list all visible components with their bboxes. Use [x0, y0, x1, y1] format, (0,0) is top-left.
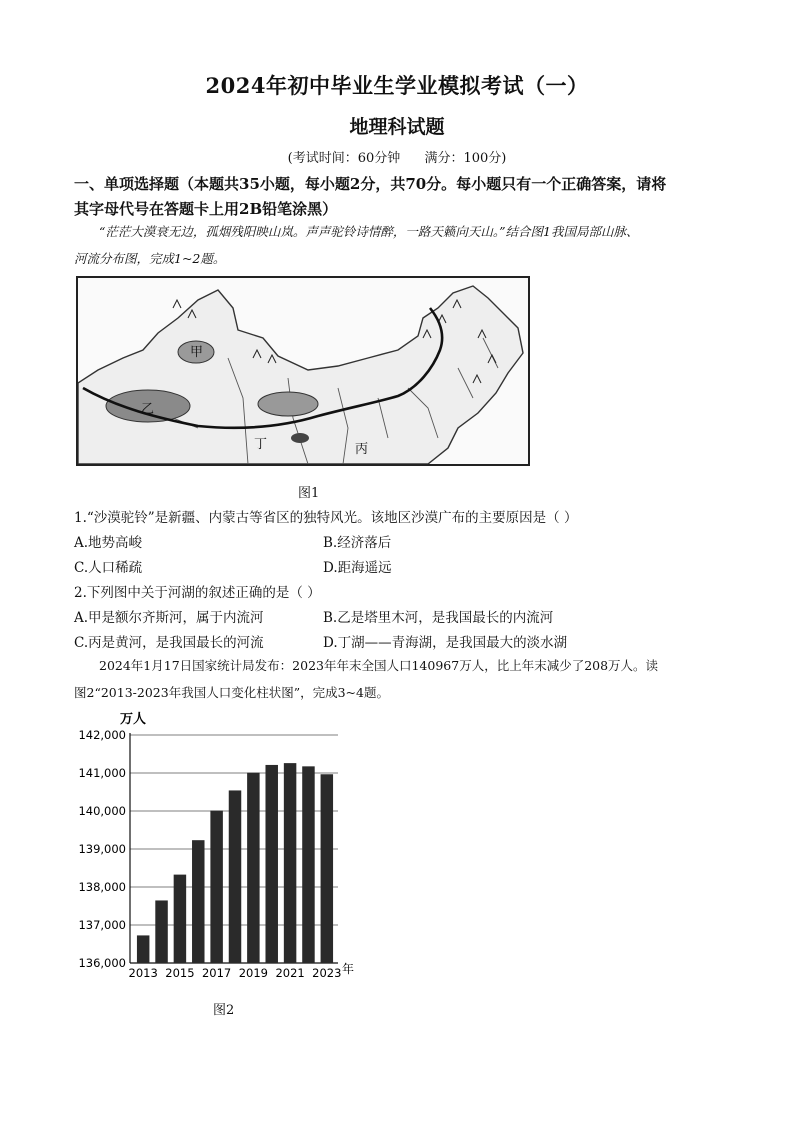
x-tick-label: 2019: [238, 966, 269, 980]
label-yi: 乙: [141, 402, 155, 417]
bar-2018: [229, 790, 241, 963]
bar-2017: [210, 811, 222, 963]
section-heading: [74, 172, 724, 222]
label-jia: 甲: [190, 345, 204, 360]
intro-passage-2: [74, 652, 724, 706]
lake-ding: [291, 433, 309, 443]
x-tick-label: 2017: [201, 966, 232, 980]
q2-option-d[interactable]: D.丁湖——青海湖，是我国最大的淡水湖: [323, 635, 568, 651]
bar-2019: [247, 773, 259, 963]
q1-option-c[interactable]: C.人口稀疏: [74, 560, 143, 576]
section-heading-line2: 其字母代号在答题卡上用2B铅笔涂黑）: [74, 200, 338, 218]
x-tick-label: 2013: [128, 966, 158, 980]
figure1-map: [76, 276, 530, 466]
figure2-caption: 图2: [213, 1003, 235, 1018]
bar-2021: [284, 763, 296, 963]
y-tick-label: 142,000: [78, 728, 126, 742]
bar-2013: [137, 935, 149, 963]
figure2-chart: [72, 705, 362, 990]
bar-2016: [192, 840, 204, 963]
population-bar-chart: [72, 705, 362, 990]
q1-option-b[interactable]: B.经济落后: [323, 535, 392, 551]
exam-time: (考试时间：60分钟: [287, 151, 401, 166]
bar-2023: [321, 774, 333, 963]
map-graphic: [78, 278, 528, 464]
bar-2014: [155, 900, 167, 963]
x-tick-label: 2015: [165, 966, 195, 980]
q2-option-a[interactable]: A.甲是额尔齐斯河，属于内流河: [74, 610, 264, 626]
bar-2015: [174, 875, 186, 963]
bar-2022: [302, 766, 314, 963]
intro2-line1: 2024年1月17日国家统计局发布：2023年年末全国人口140967万人，比上年末减少了208万人。读: [99, 658, 659, 673]
qaidam-basin: [258, 392, 318, 416]
x-tick-label: 2021: [275, 966, 305, 980]
y-tick-label: 138,000: [78, 880, 126, 894]
intro1-line2: 河流分布图，完成1~2题。: [74, 251, 226, 266]
intro2-line2: 图2“2013-2023年我国人口变化柱状图”，完成3~4题。: [74, 685, 389, 700]
y-tick-label: 140,000: [78, 804, 126, 818]
exam-score: 满分：100分): [424, 151, 507, 166]
question-2-stem: 2.下列图中关于河湖的叙述正确的是（ ）: [74, 585, 321, 601]
q2-option-b[interactable]: B.乙是塔里木河，是我国最长的内流河: [323, 610, 554, 626]
exam-meta: [0, 147, 794, 166]
figure1-caption: 图1: [298, 486, 320, 501]
bar-2020: [265, 765, 277, 963]
subject-title: 地理科试题: [349, 116, 445, 138]
q1-option-d[interactable]: D.距海遥远: [323, 560, 392, 576]
intro1-line1: “茫茫大漠衰无边，孤烟残阳映山岚。声声驼铃诗情醉，一路天籁向天山。”结合图1我国局部山脉、: [99, 224, 639, 239]
intro-passage-1: [74, 218, 724, 272]
exam-title: 2024年初中毕业生学业模拟考试（一）: [205, 73, 589, 98]
q2-option-c[interactable]: C.丙是黄河，是我国最长的河流: [74, 635, 264, 651]
question-1-stem: 1.“沙漠驼铃”是新疆、内蒙古等省区的独特风光。该地区沙漠广布的主要原因是（ ）: [74, 510, 578, 526]
section-heading-line1: 一、单项选择题（本题共35小题，每小题2分，共70分。每小题只有一个正确答案，请将: [74, 175, 667, 193]
y-tick-label: 137,000: [78, 918, 126, 932]
y-tick-label: 136,000: [78, 956, 126, 970]
y-axis-label: 万人: [120, 712, 147, 727]
y-tick-label: 139,000: [78, 842, 126, 856]
y-tick-label: 141,000: [78, 766, 126, 780]
x-tick-label: 2023: [312, 966, 342, 980]
x-axis-label: 年: [342, 962, 355, 976]
q1-option-a[interactable]: A.地势高峻: [74, 535, 143, 551]
label-ding: 丁: [254, 437, 268, 452]
label-bing: 丙: [355, 442, 369, 457]
